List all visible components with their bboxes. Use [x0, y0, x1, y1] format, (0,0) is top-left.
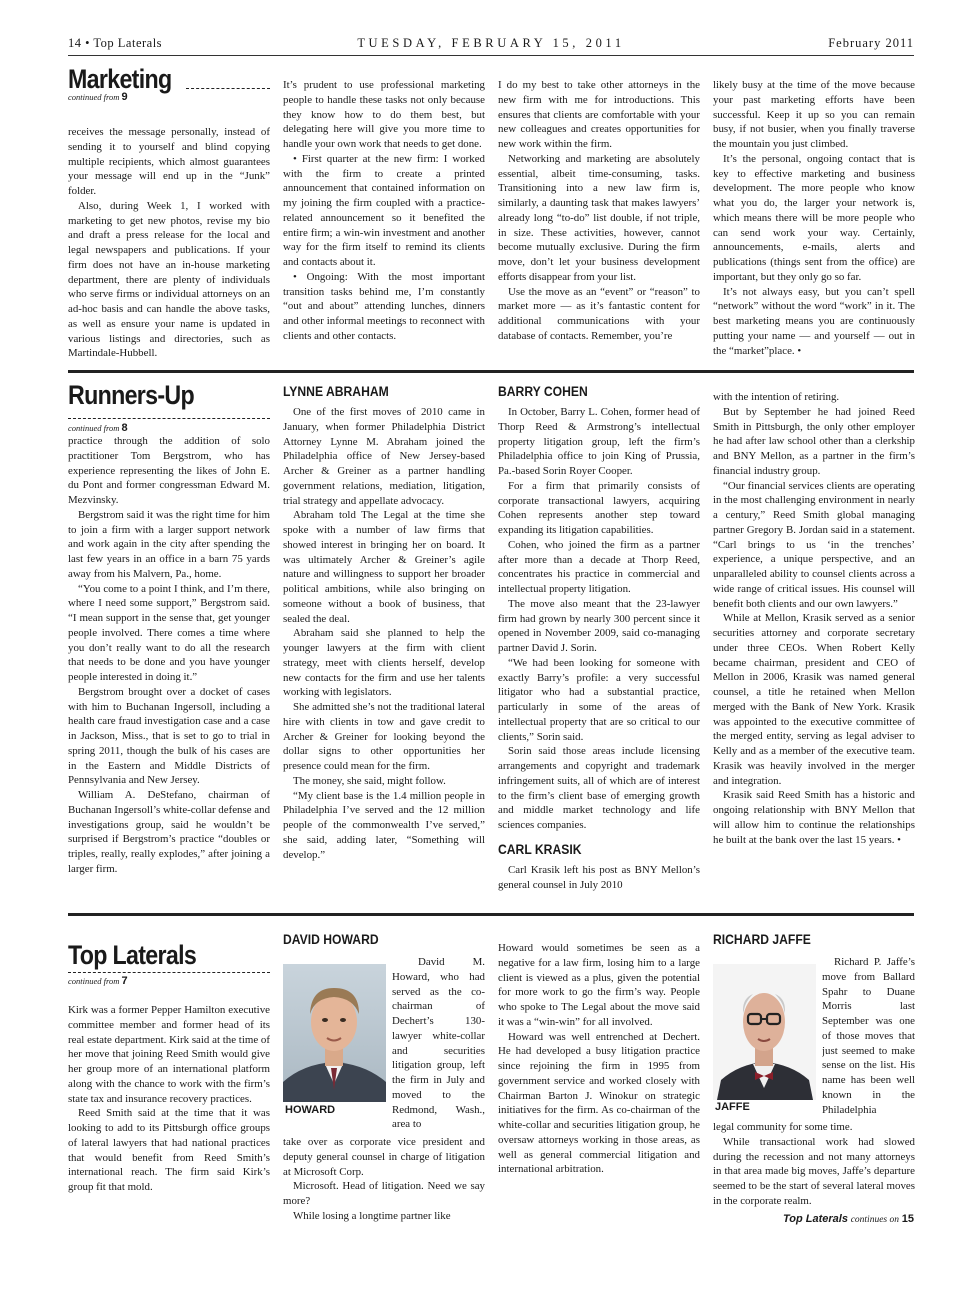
runners-col1-p3: “You come to a point I think, and I’m there, where I need some support,” Bergstrom said. “I mean support in the sense that, get younger people involved. There comes a time where you don’t really want to do all the research that needs to be done and you have younger people interested in doing it.”	[68, 582, 270, 683]
header-page-label: 14 • Top Laterals	[68, 36, 163, 50]
runners-col1-p2: Bergstrom said it was the right time for him to join a firm with a larger support network and work again in the city after spending the last few years in an office in a barn 75 yards away from his Malvern, Pa., home.	[68, 508, 270, 580]
laterals-col2-p3: While losing a longtime partner like	[293, 1209, 451, 1222]
laterals-col2-side	[392, 955, 485, 1131]
runners-col3-p4: The move also meant that the 23-lawyer firm had grown by nearly 300 percent since it opened in November 2009, said co-managing partner David J. Sorin.	[498, 597, 700, 654]
marketing-col-1	[68, 64, 270, 364]
continues-section: Top Laterals	[782, 1213, 848, 1225]
marketing-col2-p3: • Ongoing: With the most important transition tasks behind me, I’m constantly “out and about” attending lunches, dinners and other informal meetings to reconnect with clients and other contacts.	[283, 270, 485, 342]
marketing-col-2	[283, 78, 485, 366]
section-rule-1	[68, 370, 914, 373]
runners-col3b-p1: Carl Krasik left his post as BNY Mellon’s general counsel in July 2010	[498, 863, 700, 891]
marketing-col-4	[713, 78, 915, 366]
runners-col4-p2: But by September he had joined Reed Smith in Pittsburgh, the only other employer he had after law school other than a clerkship and BNY Mellon, as a partner in the firm’s financial industry group.	[713, 405, 915, 477]
runners-col2-p6: “My client base is the 1.4 million people in Philadelphia I’ve served and the 12 million people of the commonwealth I’ve served,” she said, adding later, “Something will develop.”	[283, 789, 485, 861]
runners-col-2	[283, 383, 485, 903]
section-rule-2	[68, 913, 914, 916]
laterals-col4-p2: While transactional work had slowed during the recession and not many attorneys in that area made big moves, Jaffe’s departure seemed to be the start of several lateral moves in the corporate realm.	[713, 1135, 915, 1207]
header-date: TUESDAY, FEBRUARY 15, 2011	[357, 36, 625, 50]
continues-on[interactable]	[783, 1213, 914, 1225]
marketing-col-3	[498, 78, 700, 366]
laterals-col4-p1: legal community for some time.	[713, 1121, 853, 1133]
runners-col2-p5: The money, she said, might follow.	[293, 774, 446, 787]
laterals-col-3	[498, 941, 700, 1231]
runners-col4-p4: While at Mellon, Krasik served as a senior securities attorney and corporate secretary under three CEOs. When Robert Kelly became chairman, president and CEO of Mellon in 2006, Krasik was named general counsel, a title he retained when Mellon merged with the Bank of New York. Krasik was appointed to the executive committee of the merged entity, serving as legal adviser to Kelly and as a member of the executive team. Krasik was heavily involved in the merger and integration.	[713, 612, 915, 787]
howard-portrait-icon	[283, 964, 386, 1102]
laterals-title: Top Laterals	[68, 940, 197, 970]
howard-caption: HOWARD	[285, 1104, 336, 1116]
laterals-col3-p2: Howard was well entrenched at Dechert. He had developed a busy litigation practice since rejoining the firm in 1995 from government service and worked closely with Chairman Barton J. Winokur on strategic initiatives for the firm. As co-chairman of the white-collar and securities litigation group, he oversaw attorneys working in those areas, as well as general commercial litigation and international arbitration.	[498, 1030, 700, 1176]
carl-krasik-heading: CARL KRASIK	[498, 841, 582, 857]
laterals-col1-p1: Kirk was a former Pepper Hamilton executive committee member and former head of its real estate department. Kirk said at the time of her move that joining Reed Smith would give her group more of an international platform along with the chance to work with the firm’s state tax and insurance recovery practices.	[68, 1004, 270, 1105]
runners-col2-p2: Abraham told The Legal at the time she spoke with a number of law firms that showed interest in bringing her on board. It was ultimately Archer & Greiner’s agile nature and willingness to support her broader political ambitions, while also bringing on someone without a book of business, that sealed the deal.	[283, 509, 485, 625]
runners-col3-p2: For a firm that primarily consists of corporate transactional lawyers, acquiring Cohen represents another step toward expanding its litigation capabilities.	[498, 479, 700, 536]
marketing-col3-p1: I do my best to take other attorneys in the new firm with me for introductions. This ensures that clients are comfortable with your new colleagues and creates opportunities for new work within the firm.	[498, 79, 700, 150]
laterals-continued: continued from 7	[68, 975, 128, 987]
laterals-col2-p2: Microsoft. Head of litigation. Need we say more?	[283, 1180, 485, 1207]
laterals-continued-page: 7	[121, 975, 128, 987]
page-header	[68, 36, 914, 54]
runners-continued-page: 8	[121, 422, 128, 434]
runners-col-1	[68, 380, 270, 900]
runners-col4-p1: with the intention of retiring.	[713, 391, 840, 403]
runners-col4-p3: “Our financial services clients are operating in the most challenging environment in nearly a century,” Reed Smith global managing partner Gregory B. Jordan said in a statement. “Carl brings to us ‘in the trenches’ experience, a unique perspective, and an unparalleled ability to counsel clients across a wide range of critical issues. His counsel will benefit both clients and our own lawyers.”	[713, 479, 915, 610]
runners-col2-p1: One of the first moves of 2010 came in January, when former Philadelphia District Attorney Lynne M. Abraham joined the Philadelphia office of New Jersey-based Archer & Greiner as a partner handling government relations, mediation, litigation, trial strategy and appellate advocacy.	[283, 406, 485, 507]
runners-col2-p4: She admitted she’s not the traditional lateral hire with clients in tow and gave credit to Archer & Greiner for looking beyond the dollar signs to other opportunities her presence could mean for the firm.	[283, 701, 485, 772]
runners-col1-p5: William A. DeStefano, chairman of Buchanan Ingersoll’s white-collar defense and investigations group, said he wouldn’t be surprised if Bergstrom’s practice “doubles or triples, really, really explodes,” after joining a larger firm.	[68, 789, 270, 875]
marketing-col3-p3: Use the move as an “event” or “reason” to market more — as it’s fantastic content for additional communications with your database of contacts. Remember, you’re	[498, 285, 700, 342]
runners-col3-p3: Cohen, who joined the firm as a partner after more than a decade at Thorp Reed, concentrates his practice in commercial and intellectual property litigation.	[498, 538, 700, 595]
photo-jaffe	[713, 964, 816, 1100]
laterals-col4-side-p1: Richard P. Jaffe’s move from Ballard Spahr to Duane Morris last September was one of those moves that just seemed to make sense on the list. His name has been well known in the Philadelphia	[822, 956, 915, 1116]
continues-text: continues on	[850, 1215, 899, 1225]
marketing-col4-p3: It’s not always easy, but you can’t spell “network” without the word “work” in it. The best marketing means you are continuously putting your name — and yourself — out in the “market”place. •	[713, 285, 915, 357]
runners-title-rule	[68, 418, 270, 419]
runners-col3-p5: “We had been looking for someone with exactly Barry’s profile: a very successful litigator who had a substantial practice, particularly in some of the areas of intellectual property that are so critical to our clients,” Sorin said.	[498, 656, 700, 743]
runners-col3-p6: Sorin said those areas include licensing arrangements and copyright and trademark infringement suits, all of which are of interest to the firm’s client base of emerging growth and middle market technology and life sciences companies.	[498, 745, 700, 831]
photo-howard	[283, 964, 386, 1102]
laterals-col1-p2: Reed Smith said at the time that it was looking to add to its Pittsburgh office groups of lateral lawyers that had national practices that would benefit from Reed Smith’s international reach. The firm said Kirk’s group fit that mold.	[68, 1107, 270, 1193]
laterals-col2-side-p1: David M. Howard, who had served as the co-chairman of Dechert’s 130-lawyer white-collar and securities litigation group, left the firm in July and moved to the Redmond, Wash., area to	[392, 956, 485, 1131]
marketing-col4-p1: likely busy at the time of the move because your past marketing efforts have been successful. Keep it up so you can remain busy, if not busier, when you finally traverse the mountain you just climbed.	[713, 79, 915, 150]
david-howard-heading: DAVID HOWARD	[283, 932, 379, 947]
runners-col4-p5: Krasik said Reed Smith has a historic and ongoing relationship with BNY Mellon that will allow him to continue the relationships he built at the bank over the last 15 years. •	[713, 789, 915, 846]
laterals-col-1	[68, 940, 270, 1240]
richard-jaffe-heading: RICHARD JAFFE	[713, 932, 811, 947]
marketing-title: Marketing	[68, 64, 172, 94]
laterals-col2-p1: take over as corporate vice president and deputy general counsel in charge of litigation at Microsoft Corp.	[283, 1136, 485, 1178]
runners-col-3	[498, 383, 700, 903]
marketing-col2-p2: • First quarter at the new firm: I worked with the firm to create a printed announcement that contained information on my joining the firm coupled with a practice-related announcement so it benefited the entire firm; a win-win investment and another way for the firm itself to remind its clients and contacts about it.	[283, 152, 485, 268]
runners-col3-p1: In October, Barry L. Cohen, former head of Thorp Reed & Armstrong’s intellectual property litigation group, left the firm’s Philadelphia office to join King of Prussia, Pa.-based Sorin Royer Cooper.	[498, 406, 700, 477]
header-rule	[68, 55, 914, 56]
runners-continued: continued from 8	[68, 422, 128, 434]
jaffe-portrait-icon	[713, 964, 816, 1100]
runners-title: Runners-Up	[68, 380, 194, 410]
laterals-title-rule	[68, 972, 270, 973]
marketing-col2-p1: It’s prudent to use professional marketing people to handle these tasks not only because they know how to do them best, but delegating here will give you more time to handle your own work that needs to get done.	[283, 79, 485, 150]
marketing-col3-p2: Networking and marketing are absolutely essential, albeit time-consuming, tasks. Transitioning into a new law firm is, similarly, a daunting task that makes lawyers’ already long “to-do” list double, if not triple, in size. These activities, however, cannot become mutually exclusive. During the firm move, don’t let your business development efforts disappear from your list.	[498, 152, 700, 283]
runners-col1-p4: Bergstrom brought over a docket of cases with him to Buchanan Ingersoll, including a health care fraud investigation case and a case in Jackson, Miss., that is set to go to trial in spring 2011, though the bulk of his cases are in the Eastern and Middle Districts of Pennsylvania and New Jersey.	[68, 685, 270, 787]
marketing-continued: continued from 9	[68, 91, 128, 103]
runners-col2-p3: Abraham said she planned to help the younger lawyers at the firm with client strategy, meet with clients herself, develop new contacts for the firm and use her talents working with legislators.	[283, 627, 485, 699]
marketing-col1-p1: receives the message personally, instead of sending it to yourself and blind copying multiple recipients, which almost guarantees your message will end up in the “Junk” folder.	[68, 126, 270, 197]
laterals-col3-p1: Howard would sometimes be seen as a negative for a law firm, losing him to a large client is viewed as a plus, given the potential for more work to go the firm’s way. People who spoke to The Legal about the move said it was a “win-win” for all involved.	[498, 942, 700, 1028]
jaffe-caption: JAFFE	[715, 1101, 750, 1113]
marketing-col1-p2: Also, during Week 1, I worked with marketing to get new photos, revise my bio and draft a press release for the local and legal newspapers and publications. If your firm does not have an in-house marketing department, there are plenty of individuals who serve firms or individual attorneys on an ad-hoc basis and can handle the above tasks, as well as ensure your name is updated in various listings and directories, such as Martindale-Hubbell.	[68, 199, 270, 360]
marketing-col4-p2: It’s the personal, ongoing contact that is key to effective marketing and business development. The more people who know what you do, the larger your network is, which means there will be more people who can send work your way. Certainly, announcements, e-mails, alerts and publications (things sent from the office) are important, but they only go so far.	[713, 152, 915, 283]
lynne-abraham-heading: LYNNE ABRAHAM	[283, 384, 389, 399]
continues-page: 15	[901, 1213, 914, 1225]
laterals-col4-side	[822, 955, 915, 1121]
runners-col1-p1: practice through the addition of solo practitioner Tom Bergstrom, who has experience representing the likes of John E. du Pont and former congressman Edward M. Mezvinsky.	[68, 435, 270, 506]
laterals-col-2	[283, 1135, 485, 1235]
barry-cohen-heading: BARRY COHEN	[498, 384, 588, 399]
runners-col-4	[713, 390, 915, 905]
marketing-continued-page: 9	[121, 91, 128, 103]
header-issue: February 2011	[828, 36, 914, 50]
laterals-col-4	[713, 1120, 915, 1212]
